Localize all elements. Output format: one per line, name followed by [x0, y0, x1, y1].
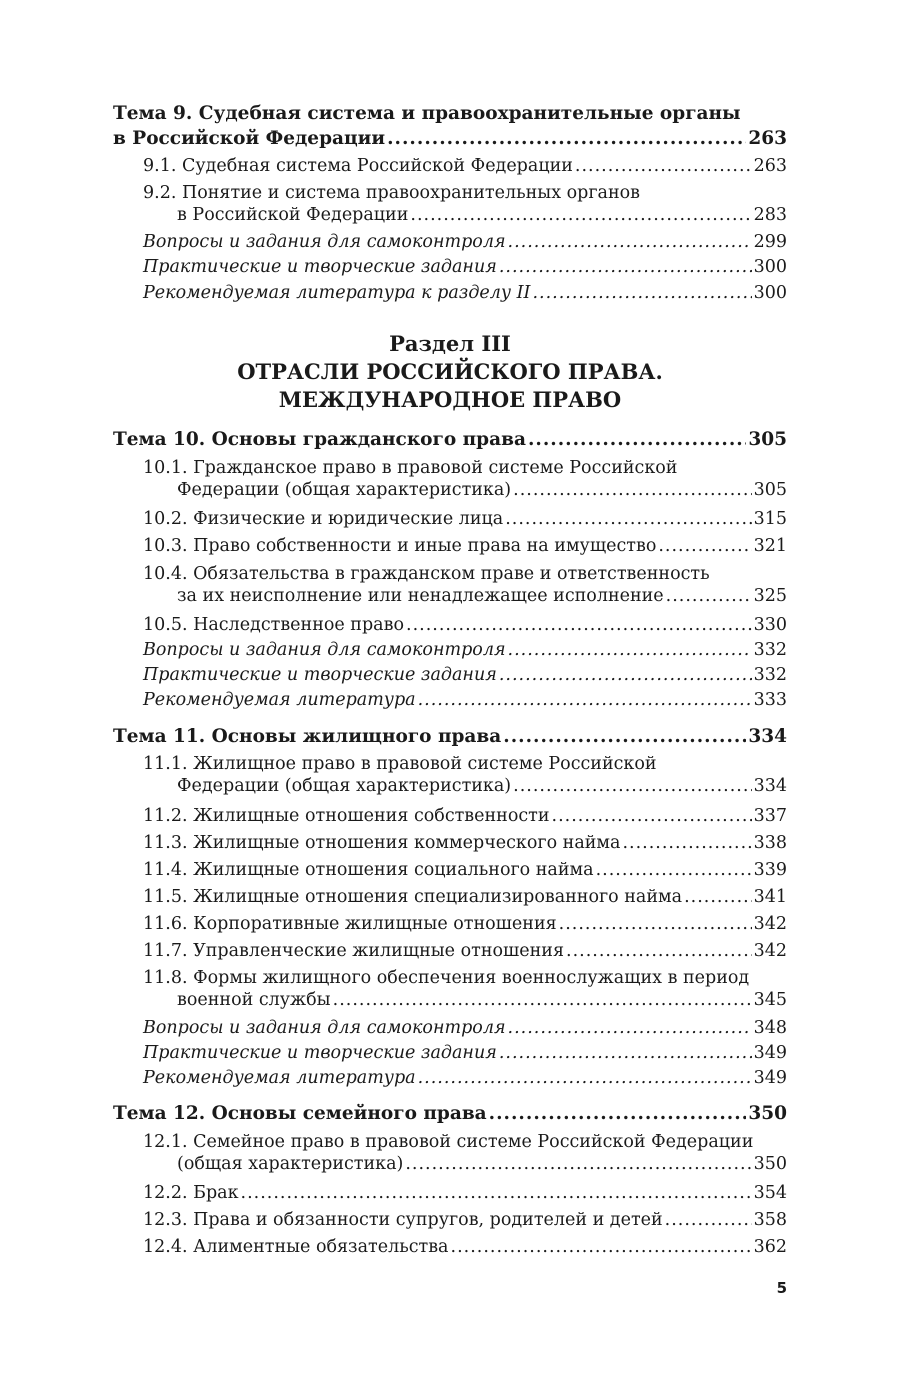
toc-page-number: 300	[753, 257, 787, 277]
toc-entry-title: 9.2. Понятие и система правоохранительных органов	[143, 183, 641, 203]
leader-dots	[508, 639, 752, 661]
leader-dots	[508, 1017, 752, 1039]
leader-dots	[505, 508, 751, 530]
toc-entry-title: 10.5. Наследственное право	[143, 615, 404, 635]
toc-page-number: 345	[753, 990, 787, 1010]
toc-entry-11-questions[interactable]	[143, 1017, 787, 1039]
toc-entry-11-8[interactable]	[143, 967, 787, 1011]
toc-entry-10-practice[interactable]	[143, 664, 787, 686]
leader-dots	[418, 1067, 752, 1089]
leader-dots	[499, 256, 752, 278]
toc-page-number: 358	[753, 1210, 787, 1230]
toc-page-number: 348	[753, 1018, 787, 1038]
leader-dots	[665, 1209, 752, 1231]
toc-entry-title: 12.3. Права и обязанности супругов, родителей и детей	[143, 1210, 663, 1230]
toc-entry-title: 11.4. Жилищные отношения социального найма	[143, 860, 594, 880]
toc-entry-10-2[interactable]	[143, 508, 787, 530]
leader-dots	[387, 128, 746, 150]
toc-entry-title: Рекомендуемая литература	[143, 1068, 416, 1088]
toc-page-number: 305	[753, 480, 787, 500]
toc-entry-title: 12.1. Семейное право в правовой системе Российской Федерации	[143, 1132, 754, 1152]
toc-entry-title-continued: Федерации (общая характеристика)	[177, 480, 512, 500]
leader-dots	[622, 832, 751, 854]
leader-dots	[405, 1153, 751, 1175]
toc-entry-11-7[interactable]	[143, 940, 787, 962]
toc-entry-9-practice[interactable]	[143, 256, 787, 278]
toc-entry-12-2[interactable]	[143, 1182, 787, 1204]
toc-entry-9-1[interactable]	[143, 155, 787, 177]
leader-dots	[451, 1236, 752, 1258]
toc-entry-12-1[interactable]	[143, 1131, 787, 1175]
toc-entry-title: 11.5. Жилищные отношения специализированного найма	[143, 887, 683, 907]
toc-entry-title: 10.2. Физические и юридические лица	[143, 509, 504, 529]
leader-dots	[684, 886, 752, 908]
toc-entry-title-continued: Федерации (общая характеристика)	[177, 776, 512, 796]
toc-entry-title: Практические и творческие задания	[143, 665, 497, 685]
toc-page-number: 341	[753, 887, 787, 907]
toc-entry-title-continued: (общая характеристика)	[177, 1154, 404, 1174]
toc-page-number: 332	[753, 665, 787, 685]
toc-entry-12-3[interactable]	[143, 1209, 787, 1231]
leader-dots	[418, 689, 752, 711]
leader-dots	[333, 989, 752, 1011]
toc-entry-11-4[interactable]	[143, 859, 787, 881]
toc-page-number: 354	[753, 1183, 787, 1203]
toc-entry-title: Рекомендуемая литература	[143, 690, 416, 710]
toc-entry-9-questions[interactable]	[143, 231, 787, 253]
page-number: 5	[776, 1279, 787, 1297]
toc-entry-10-5[interactable]	[143, 614, 787, 636]
toc-page-number: 325	[753, 586, 787, 606]
toc-page-number: 305	[748, 429, 787, 450]
leader-dots	[489, 1103, 747, 1125]
toc-page-number: 339	[753, 860, 787, 880]
toc-entry-10-4[interactable]	[143, 563, 787, 607]
leader-dots	[499, 1042, 752, 1064]
toc-entry-title: 12.2. Брак	[143, 1183, 239, 1203]
toc-entry-11-6[interactable]	[143, 913, 787, 935]
leader-dots	[566, 940, 752, 962]
leader-dots	[513, 479, 751, 501]
toc-entry-title: 11.6. Корпоративные жилищные отношения	[143, 914, 557, 934]
leader-dots	[552, 805, 752, 827]
toc-entry-10-3[interactable]	[143, 535, 787, 557]
toc-entry-title-continued: военной службы	[177, 990, 331, 1010]
leader-dots	[532, 282, 751, 304]
toc-entry-title: 10.4. Обязательства в гражданском праве и ответственность	[143, 564, 710, 584]
toc-page-number: 333	[753, 690, 787, 710]
toc-entry-11-2[interactable]	[143, 805, 787, 827]
toc-entry-11-1[interactable]	[143, 753, 787, 797]
toc-page-number: 350	[748, 1103, 787, 1124]
toc-entry-11-3[interactable]	[143, 832, 787, 854]
toc-topic-title: Тема 11. Основы жилищного права	[113, 726, 502, 747]
toc-page-number: 342	[753, 941, 787, 961]
toc-page-number: 334	[748, 726, 787, 747]
section-title-line1: ОТРАСЛИ РОССИЙСКОГО ПРАВА.	[237, 359, 663, 384]
toc-page-number: 334	[753, 776, 787, 796]
toc-entry-11-practice[interactable]	[143, 1042, 787, 1064]
toc-page-number: 263	[753, 156, 787, 176]
toc-page-number: 315	[753, 509, 787, 529]
toc-page-number: 337	[753, 806, 787, 826]
toc-entry-title: 11.1. Жилищное право в правовой системе Российской	[143, 754, 657, 774]
toc-page-number: 362	[753, 1237, 787, 1257]
toc-entry-9-literature[interactable]	[143, 282, 787, 304]
leader-dots	[499, 664, 752, 686]
leader-dots	[513, 775, 751, 797]
toc-page-number: 299	[753, 232, 787, 252]
toc-entry-9-2[interactable]	[143, 182, 787, 226]
toc-topic-title: Тема 12. Основы семейного права	[113, 1103, 487, 1124]
leader-dots	[406, 614, 752, 636]
toc-page-number: 330	[753, 615, 787, 635]
toc-entry-title: 10.1. Гражданское право в правовой системе Российской	[143, 458, 678, 478]
toc-entry-title: 12.4. Алиментные обязательства	[143, 1237, 449, 1257]
toc-page-number: 300	[753, 283, 787, 303]
toc-topic-12-heading[interactable]	[113, 1103, 787, 1125]
toc-page-number: 342	[753, 914, 787, 934]
toc-entry-title: 11.8. Формы жилищного обеспечения военнослужащих в период	[143, 968, 750, 988]
leader-dots	[508, 231, 752, 253]
toc-topic-11-heading[interactable]	[113, 726, 787, 748]
toc-page-number: 349	[753, 1043, 787, 1063]
toc-entry-12-4[interactable]	[143, 1236, 787, 1258]
toc-entry-title: 9.1. Судебная система Российской Федерации	[143, 156, 573, 176]
toc-topic-title: Тема 10. Основы гражданского права	[113, 429, 526, 450]
toc-page-number: 349	[753, 1068, 787, 1088]
toc-entry-title: 11.2. Жилищные отношения собственности	[143, 806, 550, 826]
toc-topic-title: в Российской Федерации	[113, 128, 386, 149]
section-title-line2: МЕЖДУНАРОДНОЕ ПРАВО	[278, 387, 622, 412]
leader-dots	[528, 429, 746, 451]
toc-entry-10-literature[interactable]	[143, 689, 787, 711]
toc-topic-title: Тема 9. Судебная система и правоохранительные органы	[113, 103, 741, 124]
toc-topic-10-heading[interactable]	[113, 429, 787, 451]
toc-entry-10-questions[interactable]	[143, 639, 787, 661]
toc-topic-9-heading[interactable]	[113, 128, 787, 150]
leader-dots	[596, 859, 752, 881]
toc-entry-title: Вопросы и задания для самоконтроля	[143, 1018, 506, 1038]
toc-entry-title: Рекомендуемая литература к разделу II	[143, 283, 531, 303]
section-3-heading	[113, 330, 787, 414]
leader-dots	[410, 204, 751, 226]
toc-page-number: 263	[748, 128, 787, 149]
leader-dots	[575, 155, 752, 177]
leader-dots	[666, 585, 752, 607]
toc-page-number: 283	[753, 205, 787, 225]
toc-entry-title-continued: в Российской Федерации	[177, 205, 409, 225]
toc-entry-title: 10.3. Право собственности и иные права на имущество	[143, 536, 657, 556]
toc-entry-title: 11.7. Управленческие жилищные отношения	[143, 941, 565, 961]
leader-dots	[559, 913, 752, 935]
toc-entry-title: Вопросы и задания для самоконтроля	[143, 232, 506, 252]
section-number: Раздел III	[389, 331, 511, 356]
toc-entry-10-1[interactable]	[143, 457, 787, 501]
toc-entry-title: Практические и творческие задания	[143, 257, 497, 277]
leader-dots	[241, 1182, 752, 1204]
toc-entry-title: Практические и творческие задания	[143, 1043, 497, 1063]
toc-page-number: 338	[753, 833, 787, 853]
toc-page-number: 332	[753, 640, 787, 660]
toc-entry-title: 11.3. Жилищные отношения коммерческого найма	[143, 833, 621, 853]
toc-page-number: 350	[753, 1154, 787, 1174]
toc-entry-11-literature[interactable]	[143, 1067, 787, 1089]
toc-topic-9-heading-line1[interactable]	[113, 103, 787, 125]
leader-dots	[658, 535, 751, 557]
leader-dots	[503, 726, 746, 748]
toc-page-number: 321	[753, 536, 787, 556]
toc-entry-11-5[interactable]	[143, 886, 787, 908]
toc-entry-title: Вопросы и задания для самоконтроля	[143, 640, 506, 660]
toc-entry-title-continued: за их неисполнение или ненадлежащее исполнение	[177, 586, 664, 606]
